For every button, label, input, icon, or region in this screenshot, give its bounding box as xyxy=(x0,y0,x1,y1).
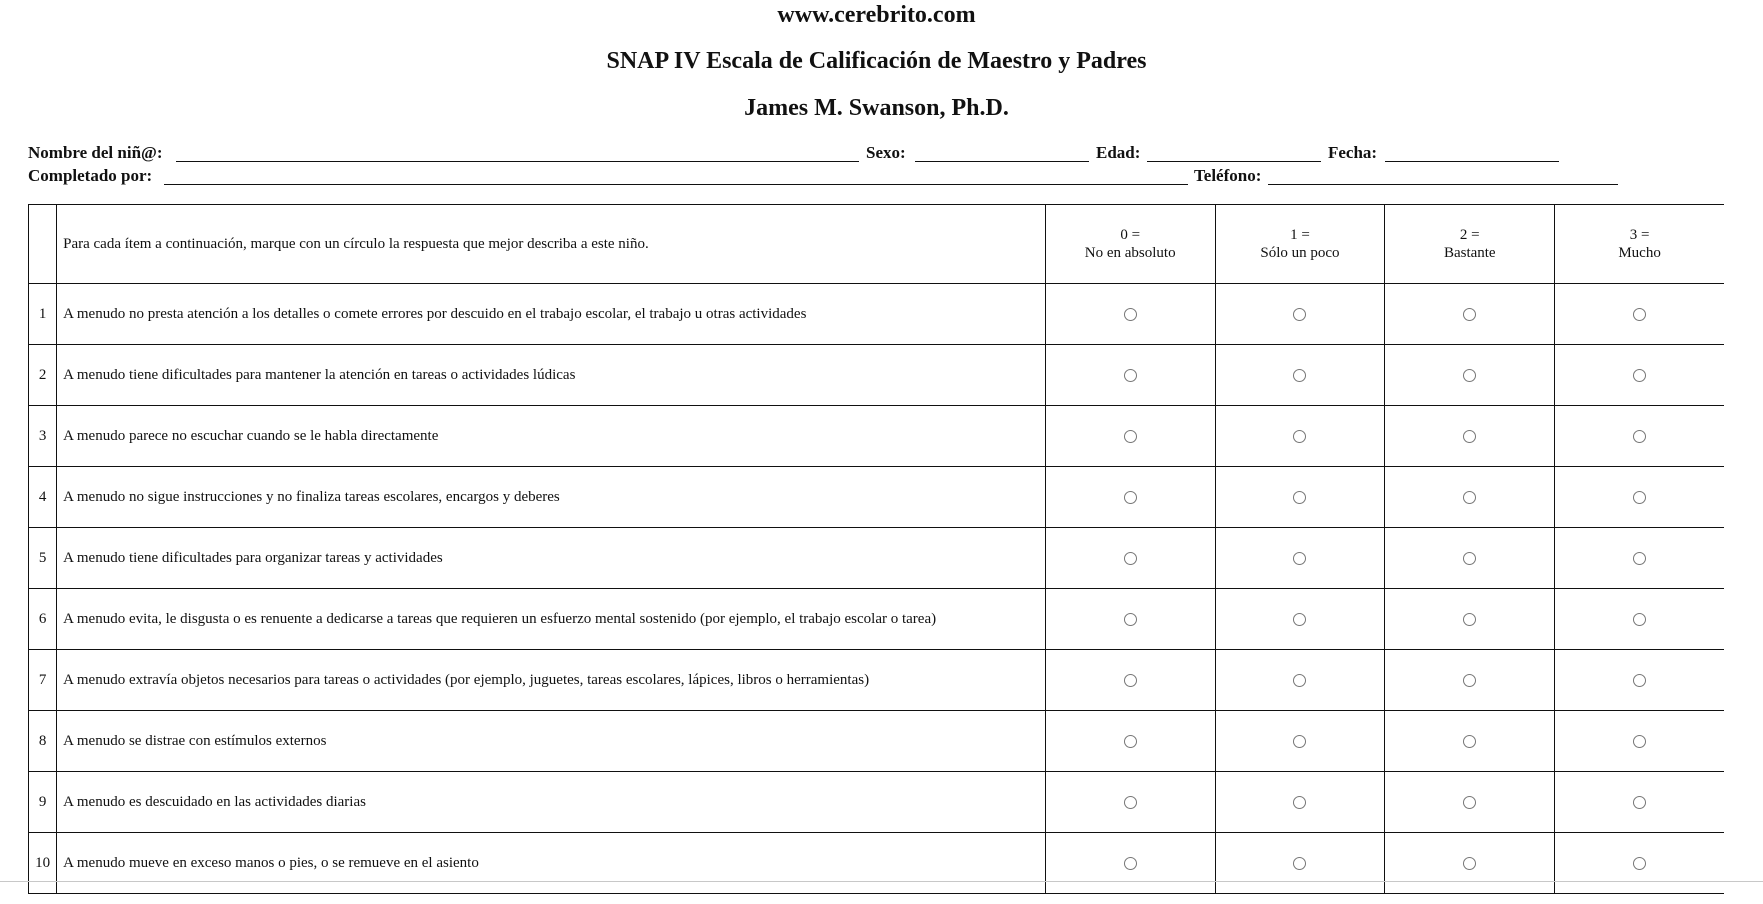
rating-radio-2[interactable] xyxy=(1463,430,1476,443)
rating-radio-2[interactable] xyxy=(1463,491,1476,504)
option-label: Bastante xyxy=(1443,245,1496,261)
item-number: 5 xyxy=(29,528,57,589)
sex-field[interactable] xyxy=(915,161,1089,162)
item-number: 7 xyxy=(29,650,57,711)
option-code: 3 = xyxy=(1629,227,1650,243)
item-number: 4 xyxy=(29,467,57,528)
rating-radio-3[interactable] xyxy=(1633,735,1646,748)
rating-radio-2[interactable] xyxy=(1463,369,1476,382)
rating-radio-1[interactable] xyxy=(1293,613,1306,626)
rating-cell xyxy=(1385,711,1555,772)
table-row xyxy=(29,284,1725,345)
item-number: 9 xyxy=(29,772,57,833)
rating-cell xyxy=(1215,650,1385,711)
table-row xyxy=(29,833,1725,894)
info-row-1 xyxy=(28,141,1628,165)
rating-table-container xyxy=(28,204,1724,904)
rating-cell xyxy=(1215,528,1385,589)
rating-cell xyxy=(1045,345,1215,406)
table-row xyxy=(29,711,1725,772)
rating-cell xyxy=(1385,772,1555,833)
rating-cell xyxy=(1555,284,1724,345)
option-header-2 xyxy=(1385,205,1555,284)
phone-field[interactable] xyxy=(1268,184,1618,185)
item-text: A menudo evita, le disgusta o es renuente a dedicarse a tareas que requieren un esfuerzo mental sostenido (por ejemplo, el trabajo escolar o tarea) xyxy=(57,589,1046,650)
item-text: A menudo parece no escuchar cuando se le habla directamente xyxy=(57,406,1046,467)
rating-radio-2[interactable] xyxy=(1463,308,1476,321)
rating-cell xyxy=(1385,589,1555,650)
item-text: A menudo tiene dificultades para mantener la atención en tareas o actividades lúdicas xyxy=(57,345,1046,406)
rating-radio-1[interactable] xyxy=(1293,491,1306,504)
item-number: 6 xyxy=(29,589,57,650)
rating-cell xyxy=(1215,284,1385,345)
child-name-label: Nombre del niñ@: xyxy=(28,143,163,162)
table-row xyxy=(29,772,1725,833)
age-field[interactable] xyxy=(1147,161,1321,162)
phone-label: Teléfono: xyxy=(1194,166,1262,185)
rating-radio-1[interactable] xyxy=(1293,735,1306,748)
rating-table xyxy=(28,204,1724,894)
item-text: A menudo no sigue instrucciones y no finaliza tareas escolares, encargos y deberes xyxy=(57,467,1046,528)
rating-radio-3[interactable] xyxy=(1633,430,1646,443)
rating-radio-2[interactable] xyxy=(1463,796,1476,809)
rating-radio-0[interactable] xyxy=(1124,369,1137,382)
item-number: 3 xyxy=(29,406,57,467)
rating-radio-0[interactable] xyxy=(1124,552,1137,565)
rating-cell xyxy=(1215,833,1385,894)
option-header-0 xyxy=(1045,205,1215,284)
option-label: Mucho xyxy=(1618,245,1661,261)
rating-cell xyxy=(1385,467,1555,528)
option-header-3 xyxy=(1555,205,1724,284)
rating-cell xyxy=(1555,345,1724,406)
table-row xyxy=(29,345,1725,406)
table-row xyxy=(29,650,1725,711)
age-label: Edad: xyxy=(1096,143,1141,162)
rating-cell xyxy=(1555,589,1724,650)
rating-radio-3[interactable] xyxy=(1633,796,1646,809)
rating-radio-1[interactable] xyxy=(1293,857,1306,870)
rating-cell xyxy=(1045,589,1215,650)
table-row xyxy=(29,467,1725,528)
option-code: 2 = xyxy=(1459,227,1480,243)
rating-radio-3[interactable] xyxy=(1633,674,1646,687)
completed-by-label: Completado por: xyxy=(28,166,153,185)
item-number: 1 xyxy=(29,284,57,345)
item-number: 10 xyxy=(29,833,57,894)
item-text: A menudo se distrae con estímulos externos xyxy=(57,711,1046,772)
rating-radio-2[interactable] xyxy=(1463,613,1476,626)
rating-cell xyxy=(1385,345,1555,406)
sex-label: Sexo: xyxy=(866,143,906,162)
table-row xyxy=(29,528,1725,589)
rating-radio-3[interactable] xyxy=(1633,308,1646,321)
item-text: A menudo no presta atención a los detalles o comete errores por descuido en el trabajo escolar, el trabajo u otras actividades xyxy=(57,284,1046,345)
header-number-cell xyxy=(29,205,57,284)
rating-radio-0[interactable] xyxy=(1124,796,1137,809)
option-label: No en absoluto xyxy=(1084,245,1176,261)
rating-radio-0[interactable] xyxy=(1124,613,1137,626)
rating-cell xyxy=(1555,406,1724,467)
rating-cell xyxy=(1045,467,1215,528)
rating-radio-3[interactable] xyxy=(1633,613,1646,626)
rating-radio-0[interactable] xyxy=(1124,430,1137,443)
rating-cell xyxy=(1215,589,1385,650)
item-text: A menudo extravía objetos necesarios para tareas o actividades (por ejemplo, juguetes, tareas escolares, lápices, libros o herramientas) xyxy=(57,650,1046,711)
rating-cell xyxy=(1215,345,1385,406)
rating-cell xyxy=(1555,467,1724,528)
rating-cell xyxy=(1385,528,1555,589)
rating-radio-1[interactable] xyxy=(1293,369,1306,382)
rating-cell xyxy=(1045,772,1215,833)
rating-cell xyxy=(1215,467,1385,528)
item-text: A menudo es descuidado en las actividades diarias xyxy=(57,772,1046,833)
rating-cell xyxy=(1045,406,1215,467)
item-text: A menudo tiene dificultades para organizar tareas y actividades xyxy=(57,528,1046,589)
viewport-bottom-edge xyxy=(0,881,1763,882)
option-label: Sólo un poco xyxy=(1260,245,1340,261)
rating-cell xyxy=(1045,284,1215,345)
rating-cell xyxy=(1555,528,1724,589)
rating-radio-1[interactable] xyxy=(1293,796,1306,809)
rating-radio-0[interactable] xyxy=(1124,491,1137,504)
rating-cell xyxy=(1045,711,1215,772)
rating-radio-3[interactable] xyxy=(1633,491,1646,504)
option-header-1 xyxy=(1215,205,1385,284)
table-row xyxy=(29,589,1725,650)
rating-radio-2[interactable] xyxy=(1463,552,1476,565)
rating-radio-0[interactable] xyxy=(1124,308,1137,321)
rating-cell xyxy=(1045,528,1215,589)
child-name-field[interactable] xyxy=(176,161,859,162)
rating-radio-1[interactable] xyxy=(1293,674,1306,687)
rating-cell xyxy=(1215,772,1385,833)
rating-radio-0[interactable] xyxy=(1124,674,1137,687)
rating-cell xyxy=(1555,772,1724,833)
rating-radio-2[interactable] xyxy=(1463,735,1476,748)
info-row-2 xyxy=(28,164,1628,188)
table-body xyxy=(29,284,1725,894)
rating-cell xyxy=(1385,833,1555,894)
rating-radio-0[interactable] xyxy=(1124,735,1137,748)
rating-radio-3[interactable] xyxy=(1633,552,1646,565)
rating-cell xyxy=(1045,650,1215,711)
instruction-cell: Para cada ítem a continuación, marque con un círculo la respuesta que mejor describa a este niño. xyxy=(57,205,1046,284)
date-field[interactable] xyxy=(1385,161,1559,162)
rating-radio-2[interactable] xyxy=(1463,857,1476,870)
rating-cell xyxy=(1045,833,1215,894)
rating-radio-3[interactable] xyxy=(1633,857,1646,870)
date-label: Fecha: xyxy=(1328,143,1378,162)
completed-by-field[interactable] xyxy=(164,184,1188,185)
table-header-row xyxy=(29,205,1725,284)
option-code: 0 = xyxy=(1120,227,1141,243)
site-url: www.cerebrito.com xyxy=(777,2,976,28)
option-code: 1 = xyxy=(1290,227,1310,243)
rating-cell xyxy=(1555,711,1724,772)
rating-radio-3[interactable] xyxy=(1633,369,1646,382)
item-number: 8 xyxy=(29,711,57,772)
rating-cell xyxy=(1555,650,1724,711)
document-title: SNAP IV Escala de Calificación de Maestro y Padres xyxy=(606,48,1147,74)
rating-cell xyxy=(1215,711,1385,772)
rating-cell xyxy=(1385,406,1555,467)
rating-cell xyxy=(1385,650,1555,711)
rating-radio-1[interactable] xyxy=(1293,552,1306,565)
rating-radio-2[interactable] xyxy=(1463,674,1476,687)
rating-radio-1[interactable] xyxy=(1293,308,1306,321)
table-row xyxy=(29,406,1725,467)
document-author: James M. Swanson, Ph.D. xyxy=(744,95,1009,121)
rating-cell xyxy=(1215,406,1385,467)
item-text: A menudo mueve en exceso manos o pies, o se remueve en el asiento xyxy=(57,833,1046,894)
rating-radio-1[interactable] xyxy=(1293,430,1306,443)
rating-cell xyxy=(1385,284,1555,345)
rating-radio-0[interactable] xyxy=(1124,857,1137,870)
item-number: 2 xyxy=(29,345,57,406)
rating-cell xyxy=(1555,833,1724,894)
